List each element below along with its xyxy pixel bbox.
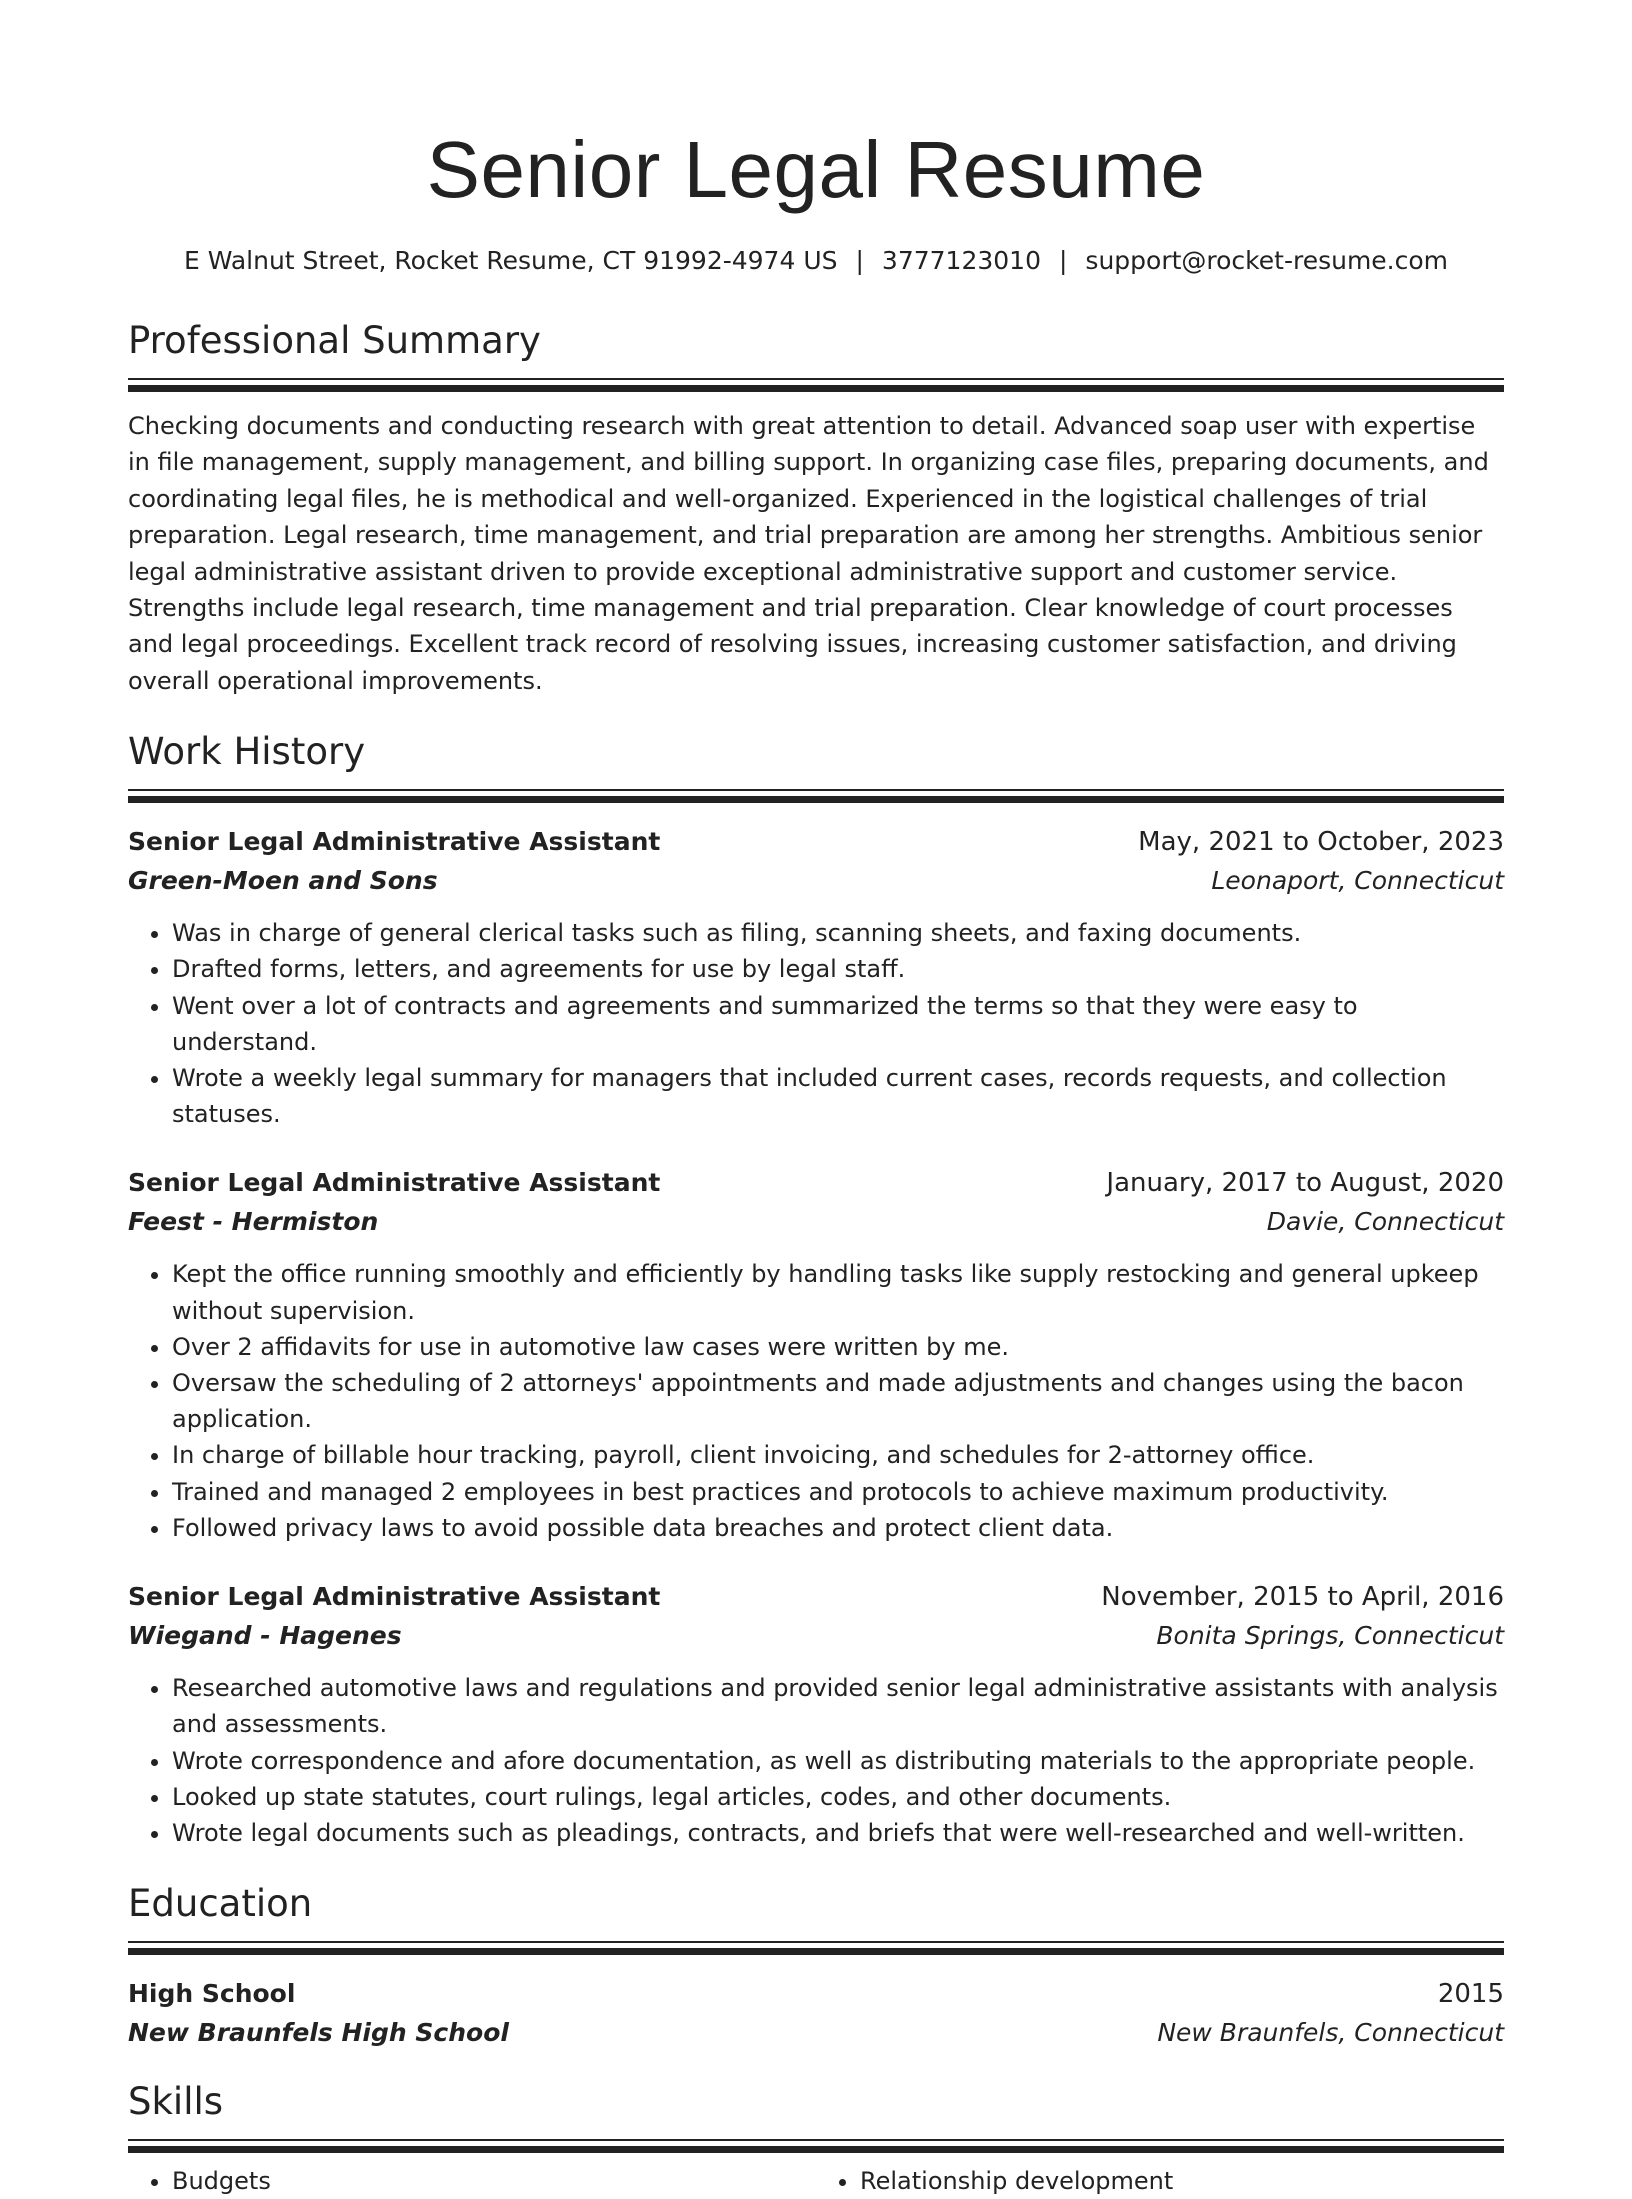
summary-text: Checking documents and conducting research with great attention to detail. Advanced soap user with expertise in file management, supply management, and billing support. In organizing case files, preparing documents, and coordinating legal files, he is methodical and well-organized. Experienced in the logistical challenges of trial preparation. Legal research, time management, and trial preparation are among her strengths. Ambitious senior legal administrative assistant driven to provide exceptional administrative support and customer service. Strengths include legal research, time management and trial preparation. Clear knowledge of court processes and legal proceedings. Excellent track record of resolving issues, increasing customer satisfaction, and driving overall operational improvements.: [128, 412, 1489, 695]
job-bullet: • Trained and managed 2 employees in best practices and protocols to achieve maximum productivity.: [172, 1474, 1504, 1510]
job-bullet: • Wrote a weekly legal summary for managers that included current cases, records requests, and collection statuses.: [172, 1060, 1504, 1132]
job-entry: [128, 1164, 1504, 1546]
contact-phone: 3777123010: [881, 246, 1041, 275]
skills-section: [128, 2079, 1504, 2199]
job-dates: May, 2021 to October, 2023: [1138, 827, 1504, 858]
job-entry: [128, 1578, 1504, 1851]
education-school: New Braunfels High School: [128, 2018, 509, 2048]
job-company: Feest - Hermiston: [128, 1207, 379, 1237]
job-location: Bonita Springs, Connecticut: [1156, 1621, 1504, 1651]
contact-address: E Walnut Street, Rocket Resume, CT 91992-4974 US: [183, 246, 838, 275]
skills-column-right: [816, 2163, 1504, 2199]
section-divider: [128, 1948, 1504, 1955]
section-divider: [128, 796, 1504, 803]
job-dates: January, 2017 to August, 2020: [1106, 1168, 1504, 1199]
section-divider: [128, 789, 1504, 791]
section-divider: [128, 2139, 1504, 2141]
education-year: 2015: [1437, 1979, 1504, 2010]
work-history-section: [128, 729, 1504, 1851]
summary-section: [128, 318, 1504, 699]
job-bullet: • Looked up state statutes, court rulings, legal articles, codes, and other documents.: [172, 1779, 1504, 1815]
education-section: [128, 1881, 1504, 2053]
skills-list: [128, 2163, 1504, 2199]
job-bullet: • Drafted forms, letters, and agreements for use by legal staff.: [172, 951, 1504, 987]
contact-line: [128, 244, 1504, 278]
job-bullet: • Over 2 affidavits for use in automotive law cases were written by me.: [172, 1329, 1504, 1365]
contact-email: support@rocket-resume.com: [1085, 246, 1449, 275]
job-bullet: • Went over a lot of contracts and agreements and summarized the terms so that they were easy to understand.: [172, 988, 1504, 1060]
section-divider: [128, 385, 1504, 392]
work-history-heading: Work History: [128, 730, 366, 774]
skill-item: • Relationship development: [860, 2163, 1504, 2199]
job-title: Senior Legal Administrative Assistant: [128, 827, 661, 857]
job-company: Wiegand - Hagenes: [128, 1621, 402, 1651]
contact-separator: |: [855, 246, 864, 275]
contact-separator: |: [1058, 246, 1068, 275]
education-heading: Education: [128, 1882, 313, 1926]
education-entry: [128, 1975, 1504, 2053]
section-divider: [128, 2146, 1504, 2153]
education-degree: High School: [128, 1979, 296, 2009]
section-divider: [128, 378, 1504, 380]
resume-title: Senior Legal Resume: [426, 125, 1206, 214]
job-bullets: [128, 915, 1504, 1132]
skills-heading: Skills: [128, 2080, 224, 2124]
job-bullet: • Was in charge of general clerical tasks such as filing, scanning sheets, and faxing documents.: [172, 915, 1504, 951]
skill-item: • Budgets: [172, 2163, 816, 2199]
job-bullet: • Researched automotive laws and regulations and provided senior legal administrative assistants with analysis and assessments.: [172, 1670, 1504, 1742]
job-bullet: • Oversaw the scheduling of 2 attorneys' appointments and made adjustments and changes using the bacon application.: [172, 1365, 1504, 1437]
job-bullet: • Wrote legal documents such as pleadings, contracts, and briefs that were well-researched and well-written.: [172, 1815, 1504, 1851]
job-bullet: • In charge of billable hour tracking, payroll, client invoicing, and schedules for 2-attorney office.: [172, 1437, 1504, 1473]
job-title: Senior Legal Administrative Assistant: [128, 1168, 661, 1198]
job-entry: [128, 823, 1504, 1132]
job-bullet: • Wrote correspondence and afore documentation, as well as distributing materials to the appropriate people.: [172, 1743, 1504, 1779]
section-divider: [128, 1941, 1504, 1943]
resume-page: [128, 120, 1504, 2199]
job-location: Davie, Connecticut: [1266, 1207, 1504, 1237]
job-company: Green-Moen and Sons: [128, 866, 438, 896]
job-bullet: • Kept the office running smoothly and efficiently by handling tasks like supply restocking and general upkeep without supervision.: [172, 1256, 1504, 1328]
job-bullets: [128, 1256, 1504, 1546]
skills-column-left: [128, 2163, 816, 2199]
job-location: Leonaport, Connecticut: [1211, 866, 1504, 896]
job-title: Senior Legal Administrative Assistant: [128, 1582, 661, 1612]
job-dates: November, 2015 to April, 2016: [1101, 1582, 1504, 1613]
job-bullets: [128, 1670, 1504, 1851]
summary-heading: Professional Summary: [128, 319, 541, 362]
education-location: New Braunfels, Connecticut: [1157, 2018, 1504, 2048]
job-bullet: • Followed privacy laws to avoid possible data breaches and protect client data.: [172, 1510, 1504, 1546]
